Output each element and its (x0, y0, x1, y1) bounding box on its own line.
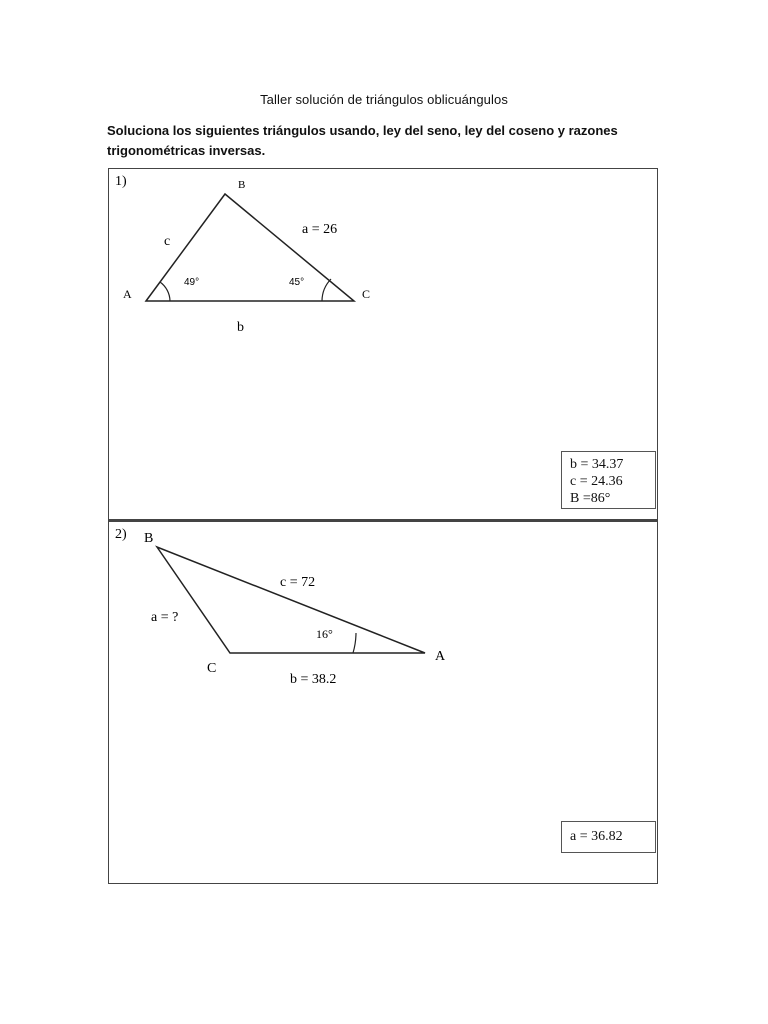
problem-1-answer-angle-b: B =86° (570, 491, 611, 506)
triangle-1-vertex-a: A (123, 287, 132, 301)
problem-2-panel (108, 520, 658, 884)
instructions-text: Soluciona los siguientes triángulos usando, ley del seno, ley del coseno y razones trigonométricas inversas. (107, 123, 618, 158)
triangle-1-shape (146, 194, 354, 301)
triangle-2-vertex-c: C (207, 661, 217, 676)
problem-2-answer-box (561, 821, 656, 853)
triangle-2-vertex-b: B (144, 531, 154, 546)
triangle-2-shape (157, 547, 425, 653)
problem-2-number: 2) (115, 527, 127, 542)
triangle-1-side-c: c (164, 234, 171, 249)
triangle-1-angle-c: 45° (289, 277, 305, 288)
triangle-2-angle-a: 16° (316, 627, 333, 641)
problem-1-answer-c: c = 24.36 (570, 474, 623, 489)
triangle-2-side-b: b = 38.2 (290, 672, 337, 687)
problem-1-number: 1) (115, 174, 127, 189)
triangle-1-angle-c-arc (322, 279, 331, 301)
triangle-2-side-a: a = ? (151, 610, 179, 625)
triangle-1-side-a: a = 26 (302, 222, 338, 237)
triangle-1-vertex-b: B (238, 179, 246, 191)
triangle-1-side-b: b (237, 320, 244, 335)
triangle-1-angle-a-arc (160, 282, 170, 301)
problem-2-answer-a: a = 36.82 (570, 829, 623, 844)
triangle-2-vertex-a: A (435, 649, 446, 664)
problem-1-answer-box (561, 451, 656, 509)
triangle-1-angle-a: 49° (184, 277, 200, 288)
problem-1-panel (108, 168, 658, 520)
triangle-2-angle-a-arc (353, 633, 356, 653)
problem-1-answer-b: b = 34.37 (570, 457, 624, 472)
page-title: Taller solución de triángulos oblicuángulos (260, 92, 508, 107)
triangle-2-side-c: c = 72 (280, 575, 316, 590)
triangle-1-vertex-c: C (362, 287, 371, 301)
